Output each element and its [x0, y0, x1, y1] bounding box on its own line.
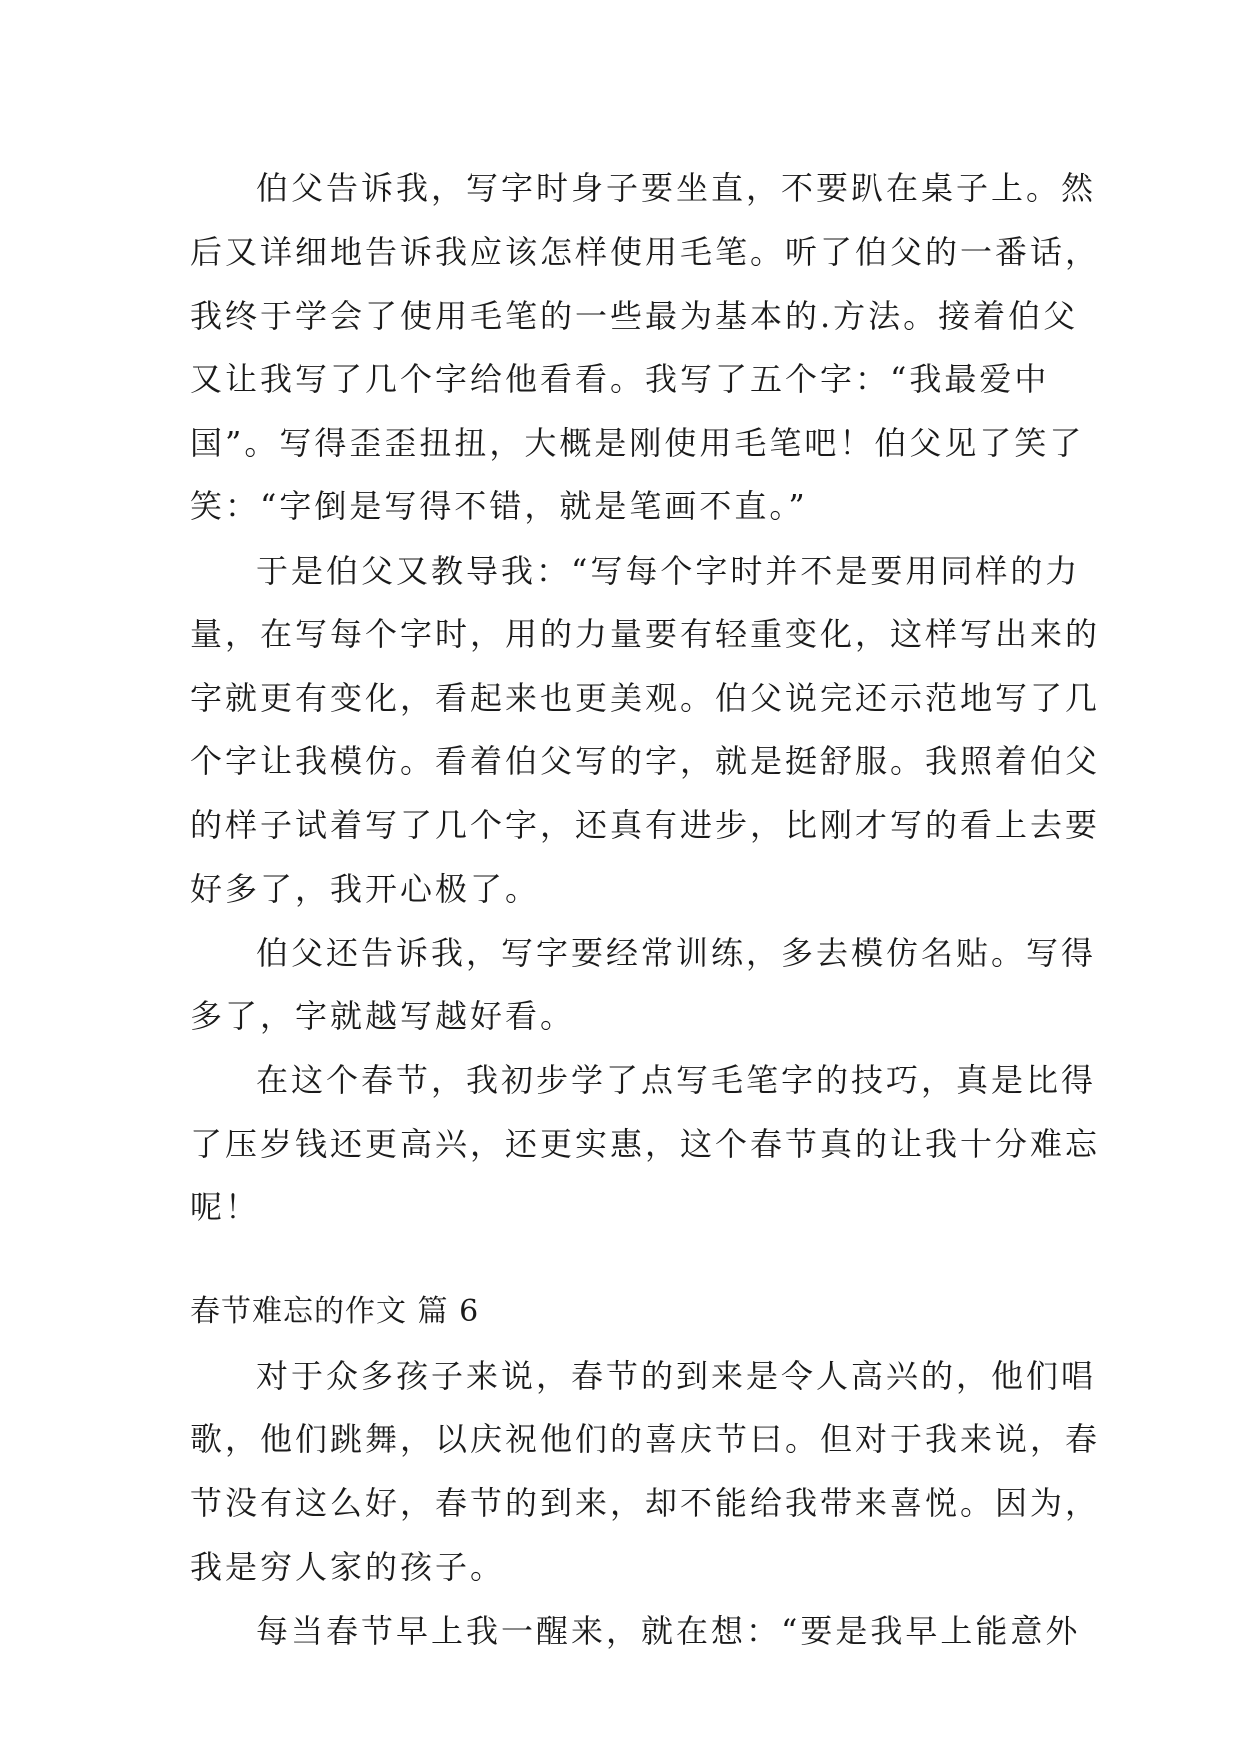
section-paragraph-1-line-3: 节没有这么好，春节的到来，却不能给我带来喜悦。因为， [190, 1484, 1101, 1522]
paragraph-1-line-2: 后又详细地告诉我应该怎样使用毛笔。听了伯父的一番话， [190, 233, 1101, 271]
paragraph-1-line-6: 笑：“字倒是写得不错，就是笔画不直。” [190, 487, 808, 525]
paragraph-4-line-1: 在这个春节，我初步学了点写毛笔字的技巧，真是比得 [256, 1061, 1097, 1099]
paragraph-2-line-4: 个字让我模仿。看着伯父写的字，就是挺舒服。我照着伯父 [190, 742, 1101, 780]
section-paragraph-2-line-1: 每当春节早上我一醒来，就在想：“要是我早上能意外 [256, 1612, 1081, 1650]
paragraph-3-line-2: 多了，字就越写越好看。 [190, 997, 576, 1035]
section-paragraph-1-line-1: 对于众多孩子来说，春节的到来是令人高兴的，他们唱 [256, 1357, 1097, 1395]
paragraph-2-line-2: 量，在写每个字时，用的力量要有轻重变化，这样写出来的 [190, 615, 1101, 653]
section-paragraph-1-line-2: 歌，他们跳舞，以庆祝他们的喜庆节曰。但对于我来说，春 [190, 1420, 1101, 1458]
paragraph-2-line-1: 于是伯父又教导我：“写每个字时并不是要用同样的力 [256, 552, 1081, 590]
section-heading: 春节难忘的作文 篇 6 [190, 1294, 480, 1329]
paragraph-2-line-5: 的样子试着写了几个字，还真有进步，比刚才写的看上去要 [190, 806, 1101, 844]
paragraph-2-line-6: 好多了，我开心极了。 [190, 870, 541, 908]
paragraph-4-line-2: 了压岁钱还更高兴，还更实惠，这个春节真的让我十分难忘 [190, 1125, 1101, 1163]
paragraph-3-line-1: 伯父还告诉我，写字要经常训练，多去模仿名贴。写得 [256, 934, 1097, 972]
paragraph-1-line-4: 又让我写了几个字给他看看。我写了五个字：“我最爱中 [190, 360, 1050, 398]
paragraph-1-line-3: 我终于学会了使用毛笔的一些最为基本的.方法。接着伯父 [190, 297, 1079, 335]
paragraph-1-line-5: 国”。写得歪歪扭扭，大概是刚使用毛笔吧！伯父见了笑了 [190, 424, 1085, 462]
paragraph-4-line-3: 呢！ [190, 1188, 261, 1226]
paragraph-1-line-1: 伯父告诉我，写字时身子要坐直，不要趴在桌子上。然 [256, 169, 1097, 207]
section-paragraph-1-line-4: 我是穷人家的孩子。 [190, 1548, 506, 1586]
paragraph-2-line-3: 字就更有变化，看起来也更美观。伯父说完还示范地写了几 [190, 679, 1101, 717]
